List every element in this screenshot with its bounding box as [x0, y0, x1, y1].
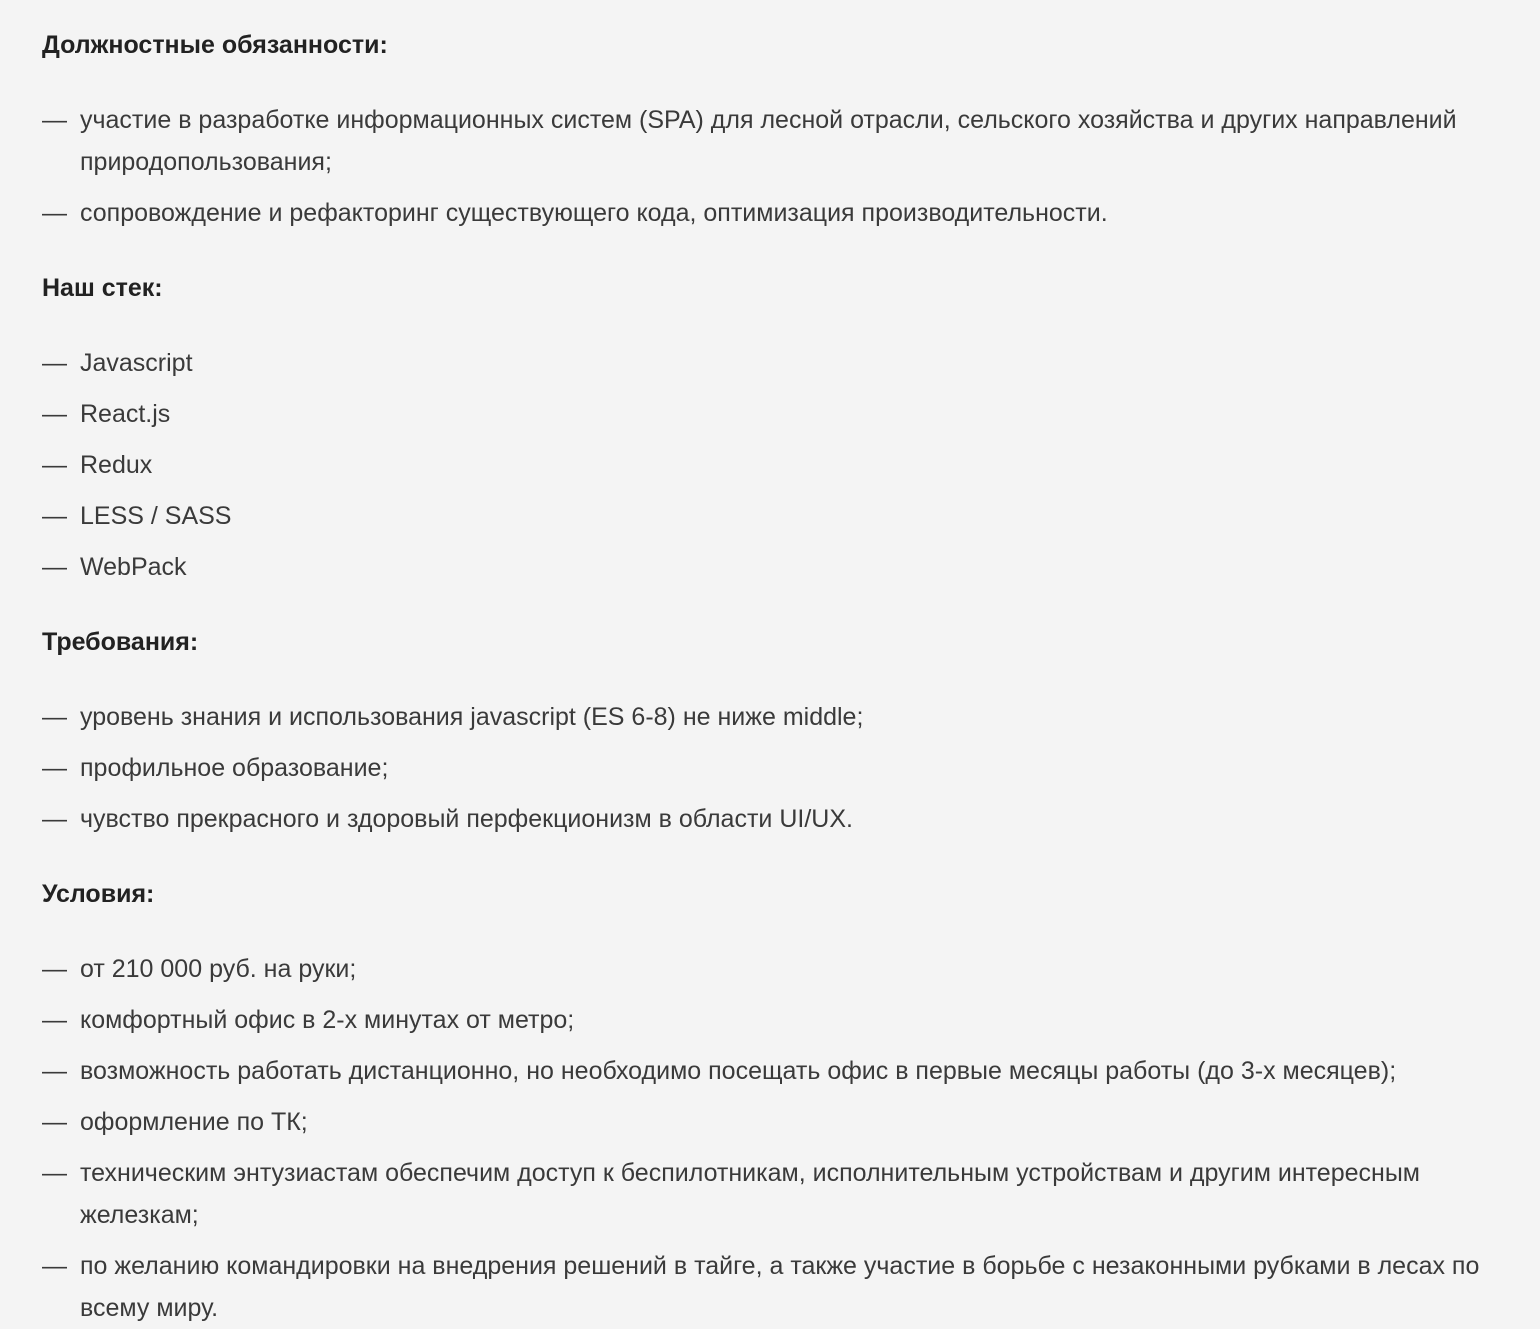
- list-item: [42, 1050, 1500, 1092]
- list-item: [42, 696, 1500, 738]
- requirements-list: [42, 696, 1500, 840]
- dash-marker: —: [42, 400, 67, 428]
- heading-requirements: Требования:: [42, 628, 199, 656]
- dash-marker: —: [42, 703, 67, 731]
- list-item: [42, 393, 1500, 435]
- list-item: [42, 342, 1500, 384]
- list-item-text: сопровождение и рефакторинг существующего кода, оптимизация производительности.: [80, 199, 1108, 227]
- heading-stack: Наш стек:: [42, 274, 163, 302]
- list-item: [42, 1245, 1500, 1329]
- list-item-text: Redux: [80, 451, 153, 479]
- dash-marker: —: [42, 1159, 67, 1187]
- list-item-text: уровень знания и использования javascript (ES 6-8) не ниже middle;: [80, 703, 864, 731]
- dash-marker: —: [42, 553, 67, 581]
- dash-marker: —: [42, 805, 67, 833]
- dash-marker: —: [42, 1006, 67, 1034]
- list-item-text: возможность работать дистанционно, но необходимо посещать офис в первые месяцы работы (до 3-х месяцев);: [80, 1057, 1397, 1085]
- list-item-text: WebPack: [80, 553, 187, 581]
- dash-marker: —: [42, 1057, 67, 1085]
- list-item: [42, 948, 1500, 990]
- dash-marker: —: [42, 349, 67, 377]
- list-item: [42, 1152, 1500, 1236]
- list-item-text: LESS / SASS: [80, 502, 232, 530]
- dash-marker: —: [42, 1252, 67, 1280]
- list-item-text: комфортный офис в 2-х минутах от метро;: [80, 1006, 575, 1034]
- conditions-list: [42, 948, 1500, 1329]
- list-item: [42, 444, 1500, 486]
- list-item-text: профильное образование;: [80, 754, 389, 782]
- heading-conditions: Условия:: [42, 880, 155, 908]
- dash-marker: —: [42, 106, 67, 134]
- list-item: [42, 999, 1500, 1041]
- dash-marker: —: [42, 502, 67, 530]
- list-item: [42, 495, 1500, 537]
- stack-list: [42, 342, 1500, 588]
- dash-marker: —: [42, 199, 67, 227]
- dash-marker: —: [42, 754, 67, 782]
- list-item-text: от 210 000 руб. на руки;: [80, 955, 357, 983]
- list-item-text: Javascript: [80, 349, 193, 377]
- list-item-text: чувство прекрасного и здоровый перфекционизм в области UI/UX.: [80, 805, 853, 833]
- list-item-text: по желанию командировки на внедрения решений в тайге, а также участие в борьбе с незаконными рубками в лесах по всему миру.: [80, 1252, 1480, 1322]
- list-item-text: React.js: [80, 400, 171, 428]
- list-item: [42, 546, 1500, 588]
- dash-marker: —: [42, 1108, 67, 1136]
- list-item: [42, 1101, 1500, 1143]
- list-item: [42, 798, 1500, 840]
- list-item: [42, 99, 1500, 183]
- duties-list: [42, 99, 1500, 234]
- list-item-text: участие в разработке информационных систем (SPA) для лесной отрасли, сельского хозяйства и других направлений природопользования;: [80, 106, 1457, 176]
- dash-marker: —: [42, 955, 67, 983]
- heading-duties: Должностные обязанности:: [42, 31, 388, 59]
- list-item-text: оформление по ТК;: [80, 1108, 308, 1136]
- list-item-text: техническим энтузиастам обеспечим доступ к беспилотникам, исполнительным устройствам и другим интересным железкам;: [80, 1159, 1420, 1229]
- list-item: [42, 192, 1500, 234]
- dash-marker: —: [42, 451, 67, 479]
- list-item: [42, 747, 1500, 789]
